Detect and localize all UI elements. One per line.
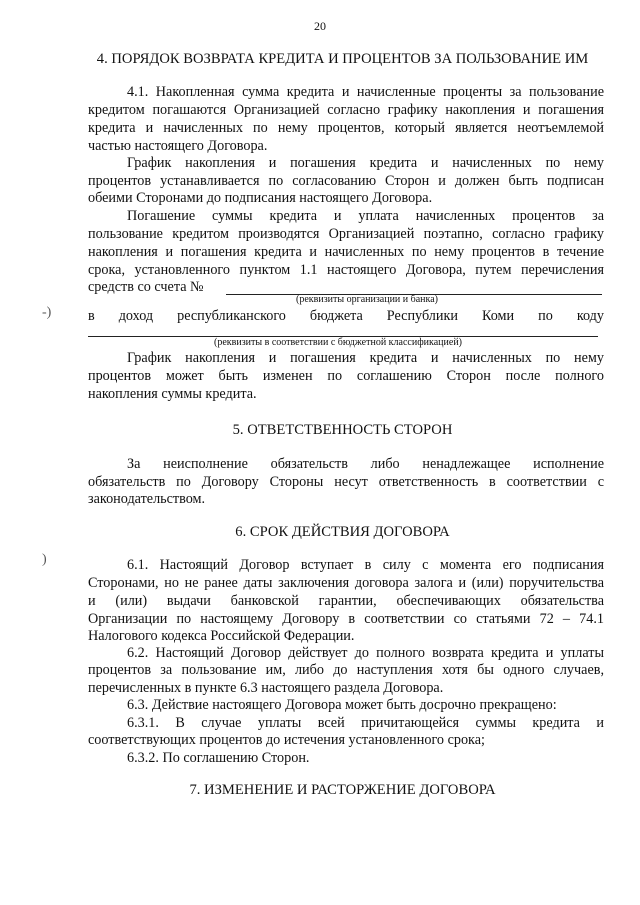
paragraph-line: 6.2. Настоящий Договор действует до полного возврата кредита и уплаты: [127, 645, 604, 661]
paragraph-line: пользование кредитом производятся Организацией поэтапно, согласно графику: [88, 226, 604, 242]
paragraph-line: перечисленных в пункте 6.3 настоящего раздела Договора.: [88, 680, 444, 696]
paragraph-line: График накопления и погашения кредита и начисленных по нему: [127, 350, 604, 366]
margin-mark: ‐): [42, 305, 52, 320]
paragraph-line: частью настоящего Договора.: [88, 138, 268, 154]
margin-mark: ): [42, 552, 47, 567]
paragraph-line: средств со счета №: [88, 279, 204, 295]
section-7-title: 7. ИЗМЕНЕНИЕ И РАСТОРЖЕНИЕ ДОГОВОРА: [189, 782, 496, 798]
caption-bank: (реквизиты организации и банка): [296, 294, 438, 305]
paragraph-line: накопления и погашения кредита и начисленных по нему процентов в течение: [88, 244, 604, 260]
paragraph-line: 6.3.2. По соглашению Сторон.: [127, 750, 310, 766]
paragraph-line: процентов может быть изменен по соглашению Сторон после полного: [88, 368, 604, 384]
paragraph-line: За неисполнение обязательств либо ненадлежащее исполнение: [127, 456, 604, 472]
paragraph-line: накопления суммы кредита.: [88, 386, 257, 402]
section-4-title: 4. ПОРЯДОК ВОЗВРАТА КРЕДИТА И ПРОЦЕНТОВ ЗА ПОЛЬЗОВАНИЕ ИМ: [96, 51, 589, 67]
paragraph-line: обязательств по Договору Стороны несут ответственность в соответствии с: [88, 474, 604, 490]
paragraph-line: кредита и начисленных по нему процентов, который является неотъемлемой: [88, 120, 604, 136]
paragraph-line: кредитом погашаются Организацией согласно графику накопления и погашения: [88, 102, 604, 118]
paragraph-line: 6.1. Настоящий Договор вступает в силу с момента его подписания: [127, 557, 604, 573]
income-line: в доход республиканского бюджета Республики Коми по коду: [88, 308, 604, 324]
section-6-title: 6. СРОК ДЕЙСТВИЯ ДОГОВОРА: [235, 524, 450, 540]
paragraph-line: Налогового кодекса Российской Федерации.: [88, 628, 355, 644]
paragraph-line: законодательством.: [88, 491, 206, 507]
paragraph-line: срока, установленного пунктом 1.1 настоящего Договора, путем перечисления: [88, 262, 604, 278]
section-5-title: 5. ОТВЕТСТВЕННОСТЬ СТОРОН: [232, 422, 453, 438]
caption-budget: (реквизиты в соответствии с бюджетной классификацией): [214, 337, 462, 348]
paragraph-line: График накопления и погашения кредита и начисленных по нему: [127, 155, 604, 171]
paragraph-line: процентов устанавливается по согласованию Сторон и должен быть подписан: [88, 173, 604, 189]
page-number: 20: [314, 19, 326, 33]
paragraph-line: и (или) выдачи банковской гарантии, обеспечивающих обязательства: [88, 593, 604, 609]
paragraph-line: 6.3.1. В случае уплаты всей причитающейся суммы кредита и: [127, 715, 604, 731]
paragraph-line: 4.1. Накопленная сумма кредита и начисленные проценты за пользование: [127, 84, 604, 100]
paragraph-line: процентов за пользование им, либо до наступления хотя бы одного случаев,: [88, 662, 604, 678]
paragraph-line: 6.3. Действие настоящего Договора может быть досрочно прекращено:: [127, 697, 557, 713]
paragraph-line: обеими Сторонами до подписания настоящего Договора.: [88, 190, 433, 206]
paragraph-line: Организации по настоящему Договору в соответствии со статьями 72 – 74.1: [88, 611, 604, 627]
paragraph-line: Сторонами, но не ранее даты заключения договора залога и (или) поручительства: [88, 575, 604, 591]
paragraph-line: Погашение суммы кредита и уплата начисленных процентов за: [127, 208, 604, 224]
paragraph-line: соответствующих процентов до истечения установленного срока;: [88, 732, 485, 748]
